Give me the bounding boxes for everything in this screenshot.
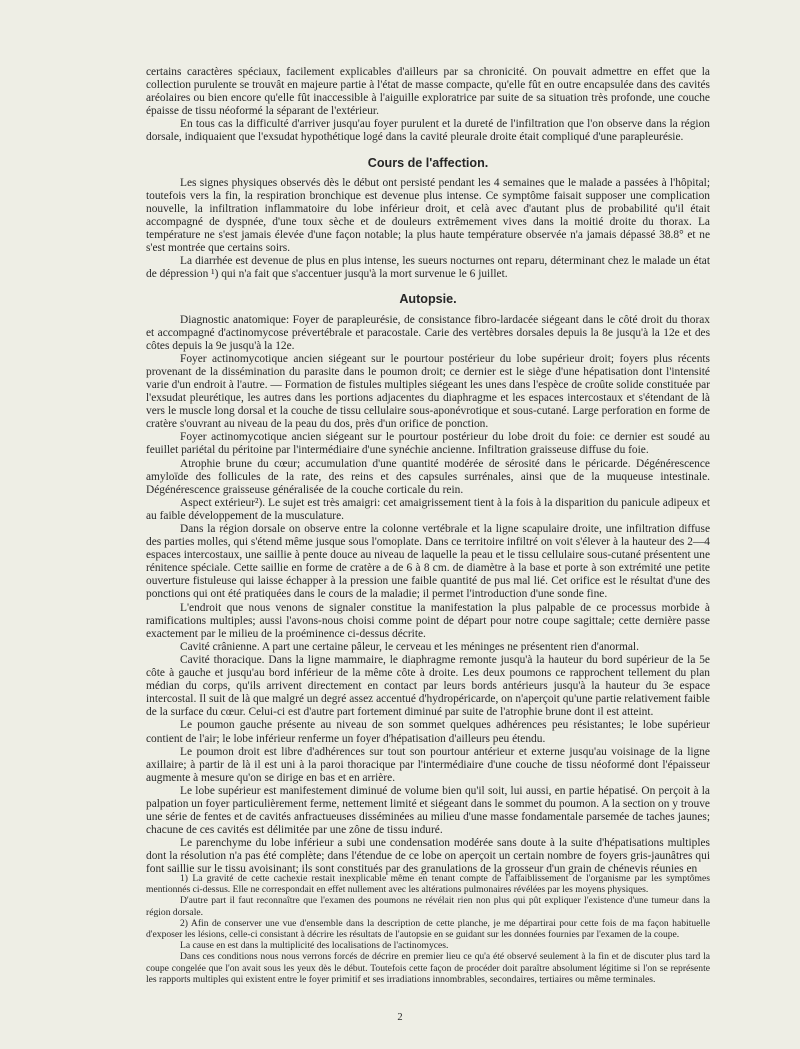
- body-text: [146, 66, 710, 877]
- paragraph: Diagnostic anatomique: Foyer de parapleurésie, de consistance fibro-lardacée siégeant dans le côté droit du thorax et accompagné d'actinomycose prévertébrale et paracostale. Carie des vertèbres dorsales depuis la 8e jusqu'à la 12e et des côtes depuis la 9e jusqu'à la 12e.: [146, 313, 710, 352]
- paragraph: La diarrhée est devenue de plus en plus intense, les sueurs nocturnes ont reparu, déterminant chez le malade un état de dépression ¹) qui n'a fait que s'accentuer jusqu'à la mort survenue le 6 juillet.: [146, 255, 710, 281]
- footnote: D'autre part il faut reconnaître que l'examen des poumons ne révélait rien non plus qui pût expliquer l'existence d'une tumeur dans la région dorsale.: [146, 895, 710, 918]
- paragraph: Le lobe supérieur est manifestement diminué de volume bien qu'il soit, lui aussi, en partie hépatisé. On perçoit à la palpation un foyer particulièrement ferme, nettement limité et siégeant dans le sommet du poumon. A la section on y trouve une série de fentes et de cavités anfractueuses disséminées au milieu d'une masse fondamentale parsemée de taches jaunes; chacune de ces cavités est délimitée par une zône de tissu induré.: [146, 784, 710, 837]
- paragraph: Foyer actinomycotique ancien siégeant sur le pourtour postérieur du lobe supérieur droit; foyers plus récents provenant de la dissémination du parasite dans le poumon droit; ce dernier est le siège d'une hépatisation dont l'intensité varie d'un endroit à l'autre. — Formation de fistules multiples siégeant les unes dans l'espèce de croûte solide constituée par l'exsudat pleurétique, les autres dans les portions adjacentes du diaphragme et les espaces intercostaux et s'étendant de là vers le muscle long dorsal et la couche de tissu cellulaire sous-aponévrotique et sous-cutané. Large perforation en forme de cratère s'ouvrant au niveau de la peau du dos, près d'un orifice de ponction.: [146, 352, 710, 431]
- paragraph: Atrophie brune du cœur; accumulation d'une quantité modérée de sérosité dans le péricarde. Dégénérescence amyloïde des follicules de la rate, des reins et des capsules surrénales, ainsi que de la muqueuse intestinale. Dégénérescence graisseuse généralisée de la couche corticale du rein.: [146, 457, 710, 496]
- paragraph: Aspect extérieur²). Le sujet est très amaigri: cet amaigrissement tient à la fois à la disparition du panicule adipeux et au faible développement de la musculature.: [146, 496, 710, 522]
- footnote: 2) Afin de conserver une vue d'ensemble dans la description de cette planche, je me départirai pour cette fois de ma façon habituelle d'exposer les lésions, celle-ci consistant à décrire les résultats de l'autopsie en se guidant sur les données fournies par l'examen de la coupe.: [146, 917, 710, 941]
- page-number: 2: [397, 1012, 403, 1023]
- paragraph: Cavité crânienne. A part une certaine pâleur, le cerveau et les méninges ne présentent rien d'anormal.: [180, 640, 639, 653]
- paragraph: Le poumon gauche présente au niveau de son sommet quelques adhérences peu résistantes; le lobe supérieur contient de l'air; le lobe inférieur renferme un foyer d'hépatisation d'ailleurs peu étendu.: [146, 719, 710, 745]
- paragraph: Dans la région dorsale on observe entre la colonne vertébrale et la ligne scapulaire droite, une infiltration diffuse des parties molles, qui s'étend même jusque sous l'omoplate. Dans ce territoire infiltré on voit s'élever à la hauteur des 2—4 espaces intercostaux, une saillie à pente douce au niveau de laquelle la peau et le tissu cellulaire sous-cutané présentent une rénitence spéciale. Cette saillie en forme de cratère a de 6 à 8 cm. de diamètre à la base et porte à son extrémité une petite ouverture fistuleuse qui laisse échapper à la pression une faible quantité de pus mal lié. Cet orifice est le résultat d'une des ponctions qui ont été pratiquées dans le cours de la maladie; il permet l'introduction d'une sonde fine.: [146, 523, 710, 601]
- paragraph: Le parenchyme du lobe inférieur a subi une condensation modérée sans doute à la suite d'hépatisations multiples dont la résolution n'a pas été complète; dans l'étendue de ce lobe on aperçoit un certain nombre de foyers gris-jaunâtres qui font saillie sur le tissu avoisinant; ils sont constitués par des granulations de la grosseur d'un grain de chénevis réunies en: [146, 837, 710, 876]
- paragraph: Cavité thoracique. Dans la ligne mammaire, le diaphragme remonte jusqu'à la hauteur du bord supérieur de la 5e côte à gauche et jusqu'au bord inférieur de la même côte à droite. Les deux poumons ce rapprochent tellement du plan médian du corps, qu'ils arrivent directement en contact par leurs bords antérieurs jusqu'à la hauteur du 3e espace intercostal. Il suit de là que malgré un degré assez accentué d'hydropéricarde, on n'aperçoit qu'une partie relativement faible de la surface du cœur. Celui-ci est d'autre part fortement diminué par suite de l'atrophie brune dont il est atteint.: [146, 653, 710, 719]
- footnote: 1) La gravité de cette cachexie restait inexplicable même en tenant compte de l'affaiblissement de l'organisme par les symptômes mentionnés ci-dessus. Elle ne correspondait en effet nullement avec les altérations pulmonaires révélées par les moyens physiques.: [146, 873, 710, 896]
- footnote: Dans ces conditions nous nous verrons forcés de décrire en premier lieu ce qu'a été observé seulement à la fin et de discuter plus tard la coupe congelée que l'on avait sous les yeux dès le début. Toutefois cette façon de procéder doit paraître absolument légitime si l'on se représente les rapports multiples qui existent entre le foyer primitif et ses irradiations innombrables, secondaires, tertiaires ou même terminales.: [146, 951, 710, 985]
- section-heading-cours: Cours de l'affection.: [367, 155, 489, 170]
- paragraph: Le poumon droit est libre d'adhérences sur tout son pourtour antérieur et externe jusqu'au voisinage de la ligne axillaire; à partir de là il est uni à la paroi thoracique par l'intermédiaire d'une couche de tissu néoformé dont l'épaisseur augmente à mesure qu'on se dirige en bas et en arrière.: [146, 745, 710, 784]
- footnote: La cause en est dans la multiplicité des localisations de l'actinomyces.: [180, 940, 449, 952]
- footnotes: [146, 873, 710, 985]
- paragraph: En tous cas la difficulté d'arriver jusqu'au foyer purulent et la dureté de l'infiltration que l'on observe dans la région dorsale, indiquaient que l'exsudat hypothétique logé dans la cavité pleurale droite était compliqué d'une parapleurésie.: [146, 118, 710, 144]
- paragraph: Les signes physiques observés dès le début ont persisté pendant les 4 semaines que le malade a passées à l'hôpital; toutefois vers la fin, la respiration bronchique est devenue plus intense. Ce symptôme faisait supposer une complication nouvelle, la infiltration inflammatoire du lobe inférieur droit, et celà avec d'autant plus de probabilité qu'il était accompagné de dyspnée, d'une toux sèche et de douleurs extrêmement vives dans la moitié droite du thorax. La température ne s'est jamais élevée d'une façon notable; la plus haute température observée n'a jamais dépassé 38.8° et ne s'est montrée que certains soirs.: [146, 176, 710, 255]
- paragraph: L'endroit que nous venons de signaler constitue la manifestation la plus palpable de ce processus morbide à ramifications multiples; aussi l'avons-nous choisi comme point de départ pour notre coupe sagittale; cette dernière passe exactement par le milieu de la proéminence ci-dessus décrite.: [146, 601, 710, 640]
- paragraph: Foyer actinomycotique ancien siégeant sur le pourtour postérieur du lobe droit du foie: ce dernier est soudé au feuillet pariétal du péritoine par l'intermédiaire d'une synéchie ancienne. Infiltration graisseuse diffuse du foie.: [146, 431, 710, 457]
- section-heading-autopsie: Autopsie.: [399, 292, 457, 307]
- paragraph: certains caractères spéciaux, facilement explicables d'ailleurs par sa chronicité. On pouvait admettre en effet que la collection purulente se trouvât en majeure partie à l'état de masse compacte, qu'elle fût en outre encapsulée dans des cavités aréolaires ou bien encore qu'elle fût inaccessible à l'aiguille exploratrice par suite de sa situation très profonde, une couche épaisse de tissu néoformé la séparant de l'extérieur.: [146, 66, 710, 118]
